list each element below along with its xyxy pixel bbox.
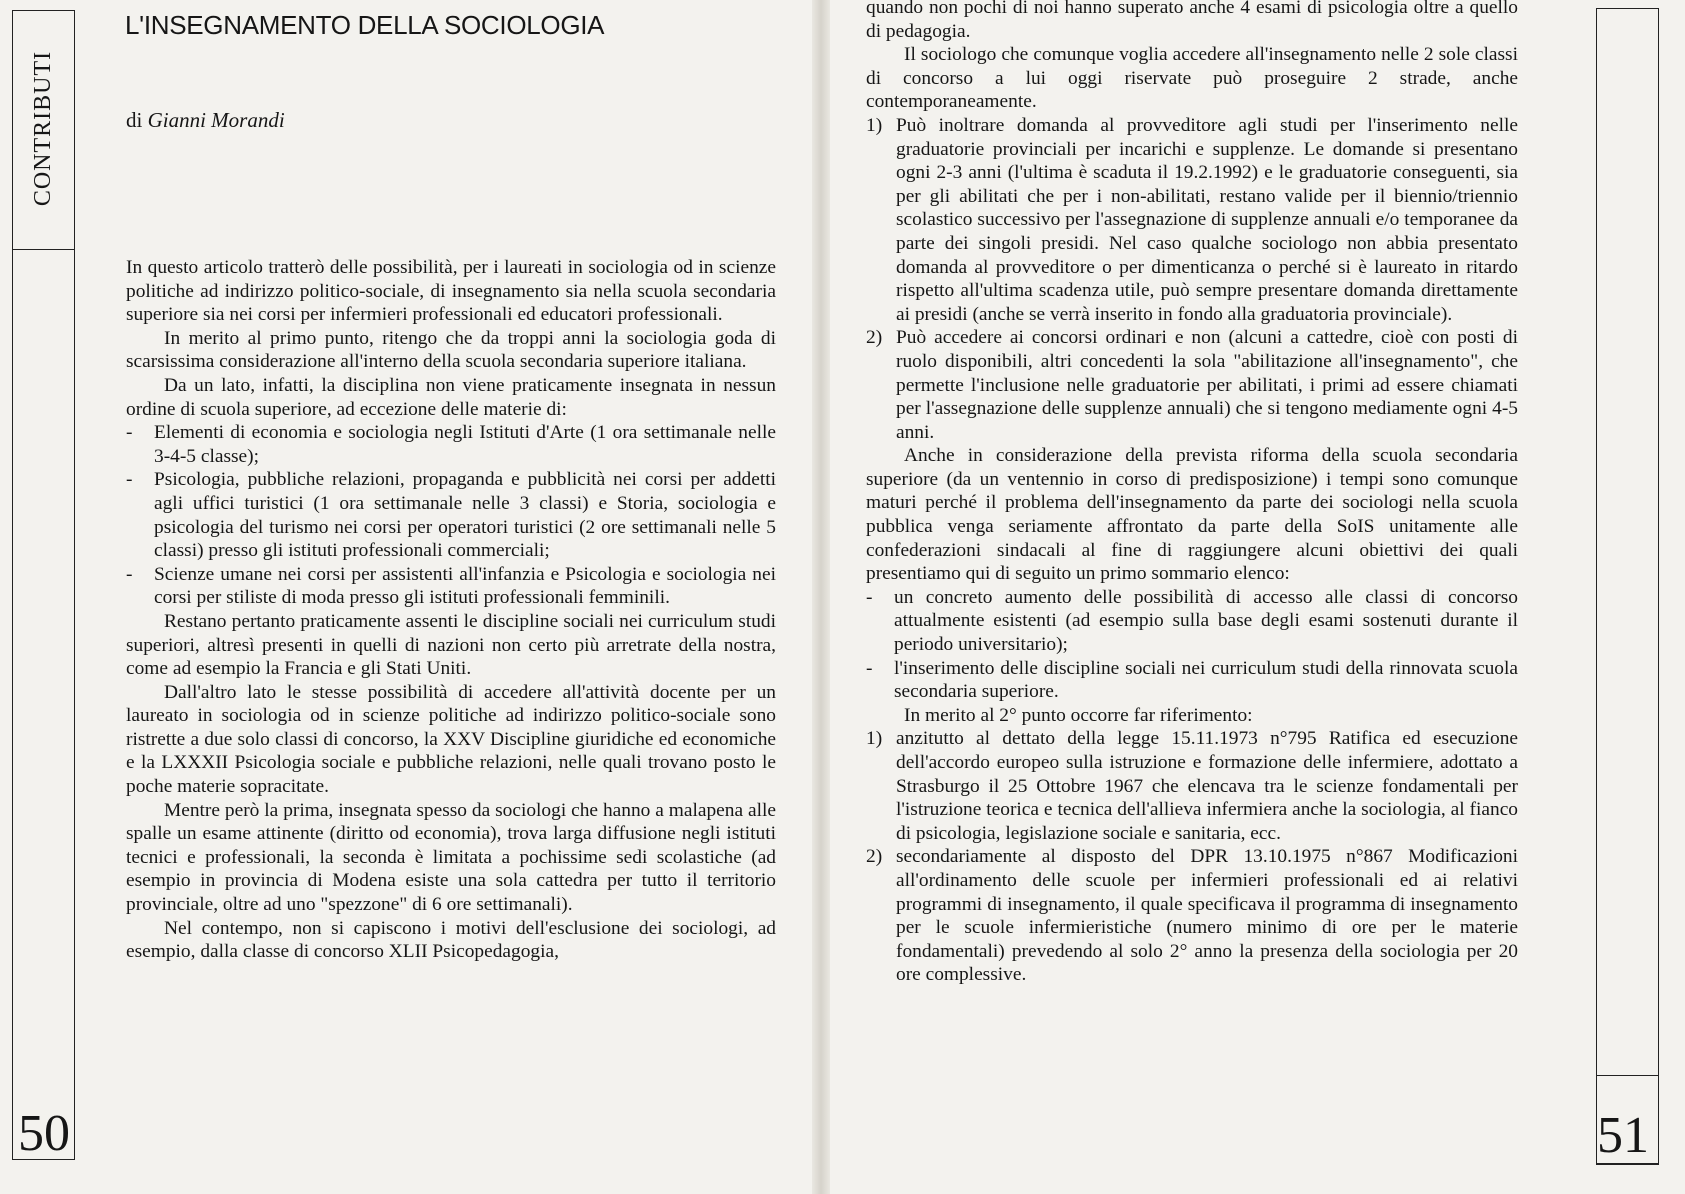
number-mark: 2) (866, 327, 883, 349)
bullet-mark: - (126, 563, 133, 585)
paragraph: Anche in considerazione della prevista riforma della scuola secondaria superiore (da un ventennio in corso di predisposizione) i tempi sono comunque maturi perché il problema dell'insegnamento da parte dei sociologi nella scuola pubblica venga seriamente affrontato da parte della SoIS unitamente alle confederazioni sindacali al fine di raggiungere alcuni obiettivi dei quali presentiamo qui di seguito un primo sommario elenco: (866, 445, 1518, 585)
left-page (0, 0, 812, 1194)
paragraph: quando non pochi di noi hanno superato anche 4 esami di psicologia oltre a quello di pedagogia. (866, 0, 1518, 42)
number-mark: 2) (866, 846, 883, 868)
numbered-item (866, 845, 1518, 987)
byline (126, 108, 285, 133)
paragraph: In merito al primo punto, ritengo che da troppi anni la sociologia goda di scarsissima considerazione all'interno della scuola secondaria superiore italiana. (126, 327, 776, 373)
paragraph: In merito al 2° punto occorre far riferimento: (904, 704, 1253, 726)
numbered-item-text: secondariamente al disposto del DPR 13.10.1975 n°867 Modificazioni all'ordinamento delle scuole per infermieri professionali ed ai relativi programmi di insegnamento, il quale specificava il programma di insegnamento per le scuole infermieristiche (numero minimo di ore per le materie fondamentali) prevedendo al solo 2° anno la presenza della sociologia per 20 ore complessive. (896, 846, 1518, 986)
paragraph: Mentre però la prima, insegnata spesso da sociologi che hanno a malapena alle spalle un esame attinente (diritto od economia), trova larga diffusione negli istituti tecnici e professionali, la seconda è limitata a pochissime sedi scolastiche (ad esempio in provincia di Modena esiste una sola cattedra per tutto il territorio provinciale, oltre ad uno "spezzone" di 6 ore settimanali). (126, 799, 776, 916)
numbered-item-text: Può accedere ai concorsi ordinari e non (alcuni a cattedre, cioè con posti di ruolo disponibili, altri concedenti la sola "abilitazione all'insegnamento", che permette l'inclusione nelle graduatorie per abilitati, i primi ad essere chiamati per l'assegnazione delle supplenze annuali) che si tengono mediamente ogni 4-5 anni. (896, 327, 1518, 443)
numbered-item (866, 326, 1518, 444)
list-item-text: Psicologia, pubbliche relazioni, propaganda e pubblicità nei corsi per addetti agli uffici turistici (1 ora settimanale nelle 3 classi) e Storia, sociologia e psicologia del turismo nei corsi per operatori turistici (2 ore settimanali nelle 5 classi) presso gli istituti professionali commerciali; (154, 469, 776, 562)
list-item (866, 586, 1518, 657)
paragraph: Il sociologo che comunque voglia accedere all'insegnamento nelle 2 sole classi di concorso a lui oggi riservate può proseguire 2 strade, anche contemporaneamente. (866, 44, 1518, 113)
numbered-item (866, 114, 1518, 326)
paragraph: Nel contempo, non si capiscono i motivi dell'esclusione dei sociologi, ad esempio, dalla classe di concorso XLII Psicopedagogia, (126, 917, 776, 963)
paragraph: Da un lato, infatti, la disciplina non viene praticamente insegnata in nessun ordine di scuola superiore, ad eccezione delle materie di: (126, 374, 776, 420)
paragraph: Dall'altro lato le stesse possibilità di accedere all'attività docente per un laureato in sociologia od in scienze politiche ad indirizzo politico-sociale sono ristrette a due solo classi di concorso, la XXV Discipline giuridiche ed economiche e la LXXXII Psicologia sociale e pubbliche relazioni, nelle quali trovano posto le poche materie sopracitate. (126, 681, 776, 798)
margin-frame (1596, 8, 1659, 1164)
list-item-text: Scienze umane nei corsi per assistenti all'infanzia e Psicologia e sociologia nei corsi per stiliste di moda presso gli istituti professionali femminili. (154, 563, 776, 609)
article-title: L'INSEGNAMENTO DELLA SOCIOLOGIA (125, 10, 605, 40)
numbered-item-text: anzitutto al dettato della legge 15.11.1973 n°795 Ratifica ed esecuzione dell'accordo europeo sulla istruzione e formazione delle infermiere, adottato a Strasburgo il 25 Ottobre 1967 che elencava tra le scienze fondamentali per l'istruzione teorica e tecnica dell'allieva infermiera anche la sociologia, al fianco di psicologia, legislazione sociale e sanitaria, ecc. (896, 728, 1518, 844)
bullet-mark: - (126, 469, 133, 491)
author-name: Gianni Morandi (147, 108, 285, 132)
list-item (126, 563, 776, 610)
section-label-text: CONTRIBUTI (30, 50, 57, 206)
byline-prefix: di (126, 108, 143, 132)
number-mark: 1) (866, 728, 883, 750)
list-item-text: un concreto aumento delle possibilità di accesso alle classi di concorso attualmente esistenti (ad esempio sulla base degli esami sostenuti durante il periodo universitario); (894, 586, 1518, 656)
bullet-mark: - (866, 657, 873, 679)
numbered-item (866, 727, 1518, 845)
page-number: 51 (1597, 1107, 1649, 1164)
paragraph: In questo articolo tratterò delle possibilità, per i laureati in sociologia od in scienze politiche ad indirizzo politico-sociale, di insegnamento sia nella scuola secondaria superiore sia nei corsi per infermieri professionali ed educatori professionali. (126, 257, 776, 326)
list-item (866, 657, 1518, 704)
list-item-text: l'inserimento delle discipline sociali nei curriculum studi della rinnovata scuola secondaria superiore. (894, 657, 1518, 703)
paragraph: Restano pertanto praticamente assenti le discipline sociali nei curriculum studi superiori, altresì presenti in quelli di nazioni non certo più arretrate della nostra, come ad esempio la Francia e gli Stati Uniti. (126, 610, 776, 680)
number-mark: 1) (866, 114, 883, 136)
right-body (866, 0, 1518, 987)
bullet-mark: - (126, 422, 133, 444)
bullet-mark: - (866, 586, 873, 608)
numbered-item-text: Può inoltrare domanda al provveditore agli studi per l'inserimento nelle graduatorie provinciali per incarichi e supplenze. Le domande si presentano ogni 2-3 anni (l'ultima è scaduta il 19.2.1992) e le graduatorie conseguenti, sia per gli abilitati che per i non-abilitati, restano valide per il biennio/triennio scolastico successivo per l'assegnazione di supplenze annuali e/o temporanee da parte dei singoli presidi. Nel caso qualche sociologo non abbia presentato domanda al provveditore o per dimenticanza o perché si è laureato in ritardo rispetto all'ultima scadenza utile, può sempre presentare domanda direttamente ai presidi (anche se verrà inserito in fondo alla graduatoria provinciale). (896, 114, 1518, 325)
list-item (126, 421, 776, 468)
page-number: 50 (18, 1105, 70, 1162)
book-spine (812, 0, 830, 1194)
list-item-text: Elementi di economia e sociologia negli Istituti d'Arte (1 ora settimanale nelle 3-4-5 classe); (154, 422, 776, 467)
left-body (126, 256, 776, 964)
section-label (12, 28, 75, 228)
list-item (126, 468, 776, 562)
